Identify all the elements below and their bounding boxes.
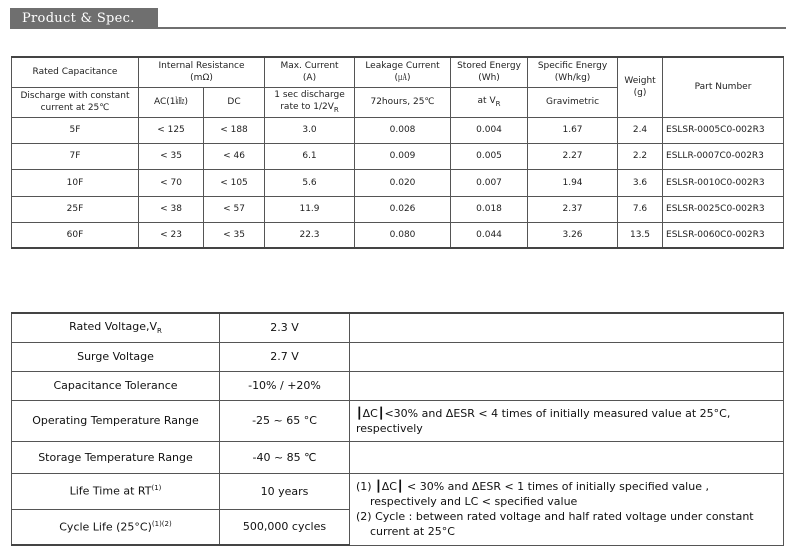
cell-weight: 13.5	[618, 222, 663, 248]
cell-capacitance: 7F	[12, 143, 139, 169]
header-specific-energy-label: Specific Energy	[537, 61, 608, 72]
rating-row-surge-voltage	[12, 342, 784, 371]
header-stored-energy-label: Stored Energy	[457, 61, 521, 72]
capacitance-tolerance-value: -10% / +20%	[220, 371, 350, 400]
cell-weight: 2.4	[618, 117, 663, 143]
surge-voltage-label: Surge Voltage	[12, 342, 220, 371]
cell-part-number: ESLLR-0007C0-002R3	[663, 143, 784, 169]
capacitance-tolerance-label: Capacitance Tolerance	[12, 371, 220, 400]
life-note-1-line2: respectively and LC < specified value	[370, 495, 578, 508]
cell-max-current: 11.9	[265, 196, 355, 222]
life-note-2-line2: current at 25°C	[370, 525, 455, 538]
cell-weight: 3.6	[618, 169, 663, 196]
cell-capacitance: 5F	[12, 117, 139, 143]
life-note-2-line1: (2) Cycle : between rated voltage and half rated voltage under constant	[356, 510, 754, 523]
cell-leakage: 0.026	[355, 196, 451, 222]
cell-leakage: 0.008	[355, 117, 451, 143]
subheader-discharge-line2: current at 25℃	[40, 103, 110, 113]
table-row	[12, 196, 784, 222]
cell-leakage: 0.080	[355, 222, 451, 248]
cell-max-current: 22.3	[265, 222, 355, 248]
subheader-stored: at $V_R$	[451, 87, 528, 117]
cell-part-number: ESLSR-0005C0-002R3	[663, 117, 784, 143]
cell-stored-energy: 0.018	[451, 196, 528, 222]
header-max-current-unit: (A)	[302, 73, 317, 84]
section-title-tab	[10, 8, 158, 28]
cell-dc: < 105	[204, 169, 265, 196]
cell-stored-energy: 0.044	[451, 222, 528, 248]
cell-capacitance: 10F	[12, 169, 139, 196]
capacitance-tolerance-note	[350, 371, 784, 400]
header-specific-energy-unit: (Wh/kg)	[554, 73, 591, 84]
cell-leakage: 0.020	[355, 169, 451, 196]
spec-table	[11, 56, 784, 249]
cell-weight: 7.6	[618, 196, 663, 222]
rating-row-life-time	[12, 473, 784, 509]
cell-part-number: ESLSR-0060C0-002R3	[663, 222, 784, 248]
rating-row-storage-temperature	[12, 441, 784, 473]
section-title-underline	[10, 27, 786, 29]
storage-temperature-note	[350, 441, 784, 473]
cell-stored-energy: 0.004	[451, 117, 528, 143]
table-row	[12, 222, 784, 248]
header-leakage-current-unit: (㎂)	[394, 73, 411, 84]
rating-row-capacitance-tolerance	[12, 371, 784, 400]
cell-dc: < 188	[204, 117, 265, 143]
storage-temperature-label: Storage Temperature Range	[12, 441, 220, 473]
cell-ac: < 35	[139, 143, 204, 169]
cell-dc: < 35	[204, 222, 265, 248]
header-part-number: Part Number	[663, 57, 784, 117]
subheader-gravimetric: Gravimetric	[528, 87, 618, 117]
header-stored-energy-unit: (Wh)	[478, 73, 500, 84]
operating-temperature-value: -25 ~ 65 °C	[220, 400, 350, 441]
cell-ac: < 70	[139, 169, 204, 196]
cell-weight: 2.2	[618, 143, 663, 169]
header-internal-resistance-label: Internal Resistance	[158, 61, 245, 72]
table-row	[12, 117, 784, 143]
header-max-current	[265, 57, 355, 87]
subheader-leakage: 72hours, 25℃	[355, 87, 451, 117]
header-leakage-current	[355, 57, 451, 87]
header-rated-capacitance: Rated Capacitance	[12, 57, 139, 87]
header-weight-unit: (g)	[633, 88, 647, 99]
subheader-discharge	[12, 87, 139, 117]
subheader-max-current-line2: rate to $1/2V_R$	[280, 101, 339, 114]
cell-ac: < 125	[139, 117, 204, 143]
life-notes	[350, 473, 784, 545]
cell-capacitance: 60F	[12, 222, 139, 248]
rated-voltage-value: 2.3 V	[220, 313, 350, 342]
cell-max-current: 6.1	[265, 143, 355, 169]
cell-specific-energy: 2.27	[528, 143, 618, 169]
header-max-current-label: Max. Current	[280, 61, 339, 72]
subheader-discharge-line1: Discharge with constant	[20, 91, 130, 101]
cell-dc: < 57	[204, 196, 265, 222]
section-title: Product & Spec.	[22, 11, 135, 26]
cell-ac: < 38	[139, 196, 204, 222]
subheader-ac: AC(1㎑)	[139, 87, 204, 117]
operating-temperature-note-line1: ┃ΔC┃<30% and ΔESR < 4 times of initially measured value at 25°C,	[356, 406, 731, 420]
rating-row-operating-temperature	[12, 400, 784, 441]
subheader-dc: DC	[204, 87, 265, 117]
rated-voltage-label: Rated $Voltage,V_R$	[12, 313, 220, 342]
header-weight-label: Weight	[624, 76, 656, 87]
operating-temperature-note	[350, 400, 784, 441]
cell-leakage: 0.009	[355, 143, 451, 169]
subheader-max-current	[265, 87, 355, 117]
surge-voltage-value: 2.7 V	[220, 342, 350, 371]
cell-specific-energy: 1.67	[528, 117, 618, 143]
cell-ac: < 23	[139, 222, 204, 248]
cell-capacitance: 25F	[12, 196, 139, 222]
header-specific-energy	[528, 57, 618, 87]
surge-voltage-note	[350, 342, 784, 371]
operating-temperature-label: Operating Temperature Range	[12, 400, 220, 441]
cell-specific-energy: 1.94	[528, 169, 618, 196]
header-leakage-current-label: Leakage Current	[365, 61, 440, 72]
header-internal-resistance	[139, 57, 265, 87]
table-row	[12, 143, 784, 169]
life-time-label: Life Time at RT$^{(1)}$	[12, 473, 220, 509]
header-weight	[618, 57, 663, 117]
spec-header-row	[12, 57, 784, 87]
subheader-max-current-line1: 1 sec discharge	[274, 89, 345, 100]
cell-stored-energy: 0.005	[451, 143, 528, 169]
cycle-life-value: 500,000 cycles	[220, 509, 350, 545]
table-row	[12, 169, 784, 196]
cell-stored-energy: 0.007	[451, 169, 528, 196]
cell-part-number: ESLSR-0010C0-002R3	[663, 169, 784, 196]
cell-specific-energy: 3.26	[528, 222, 618, 248]
cell-part-number: ESLSR-0025C0-002R3	[663, 196, 784, 222]
ratings-table	[11, 312, 784, 546]
header-stored-energy	[451, 57, 528, 87]
cell-max-current: 5.6	[265, 169, 355, 196]
life-note-1-line1: (1) ┃ΔC┃ < 30% and ΔESR < 1 times of initially specified value ,	[356, 480, 709, 493]
cycle-life-label: Cycle Life $(25^\circ C)^{(1)(2)}$	[12, 509, 220, 545]
rated-voltage-note	[350, 313, 784, 342]
rating-row-rated-voltage	[12, 313, 784, 342]
storage-temperature-value: -40 ~ 85 ℃	[220, 441, 350, 473]
cell-max-current: 3.0	[265, 117, 355, 143]
cell-specific-energy: 2.37	[528, 196, 618, 222]
cell-dc: < 46	[204, 143, 265, 169]
header-internal-resistance-unit: (mΩ)	[190, 73, 213, 84]
life-time-value: 10 years	[220, 473, 350, 509]
operating-temperature-note-line2: respectively	[356, 421, 423, 435]
